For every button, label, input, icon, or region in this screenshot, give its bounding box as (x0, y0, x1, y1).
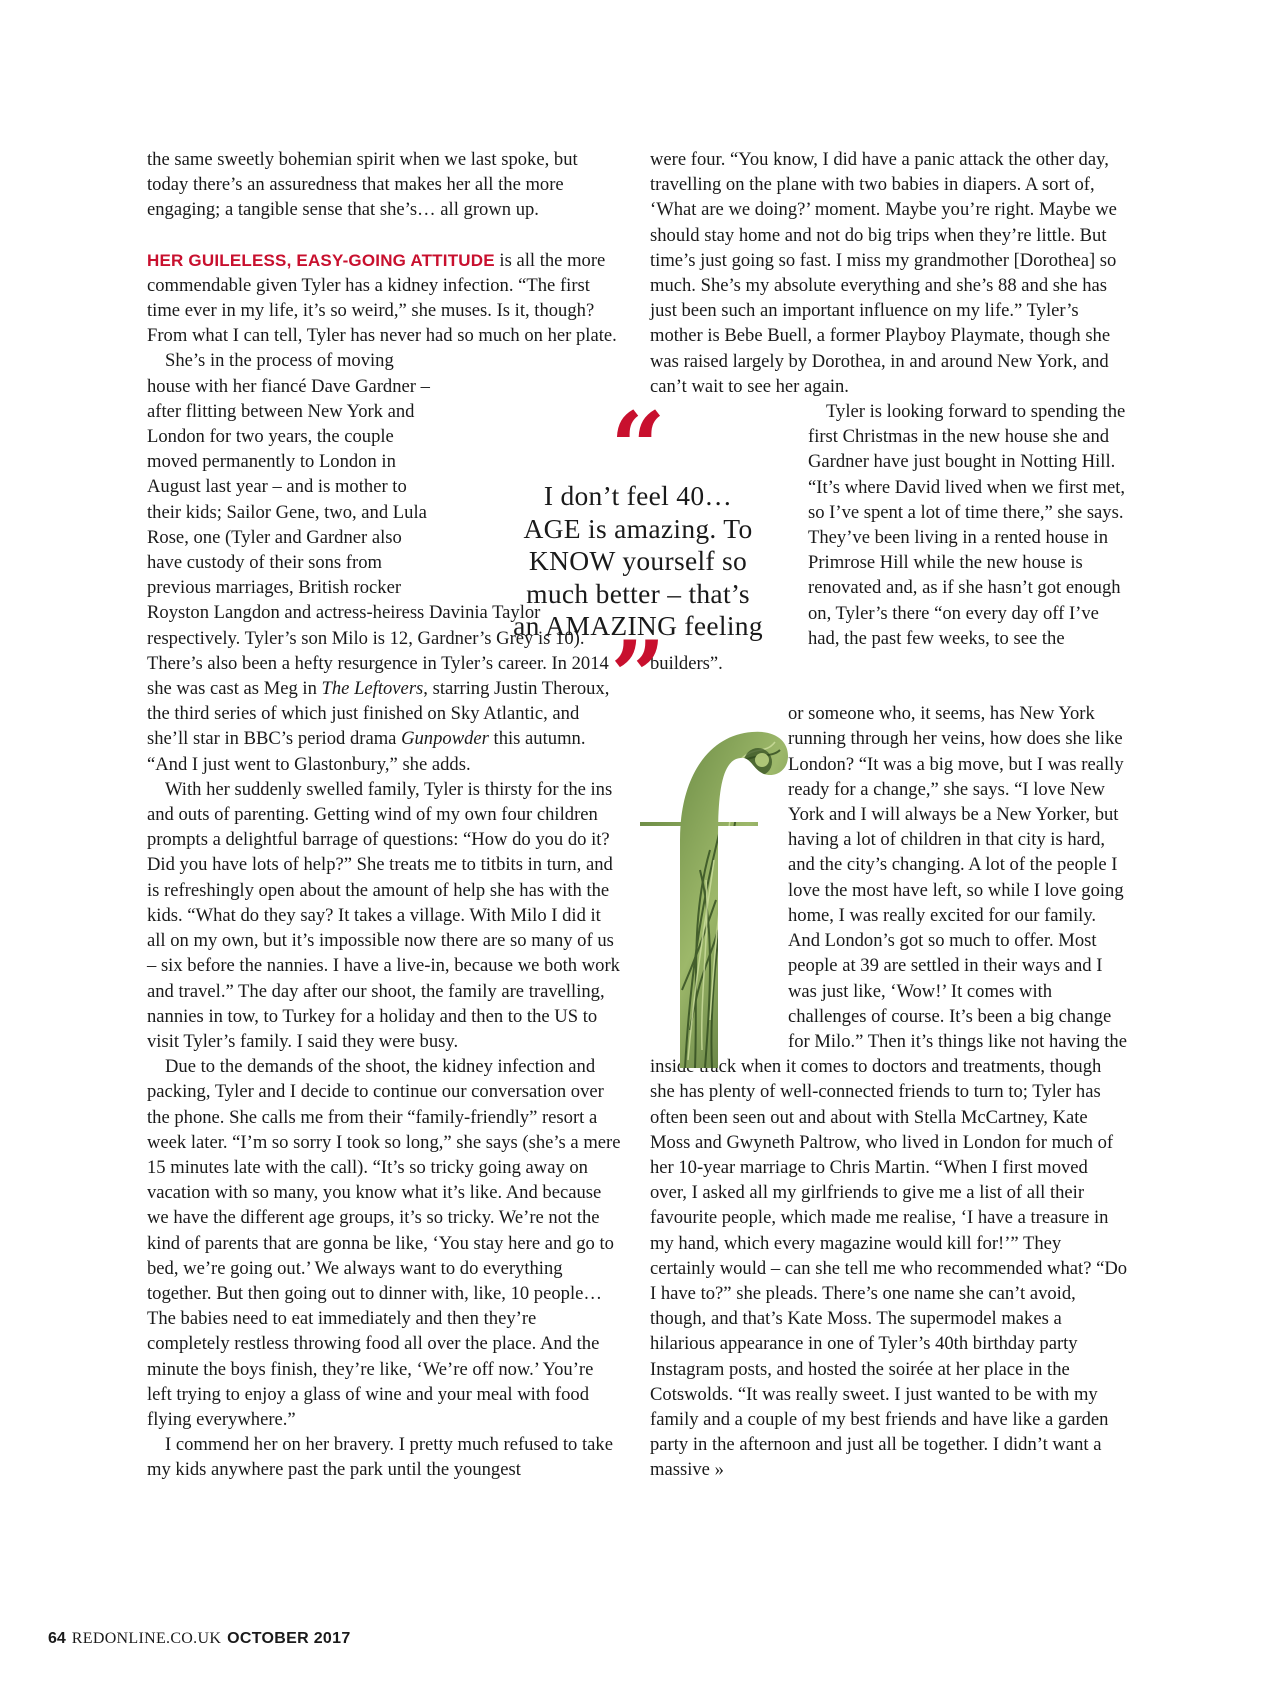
pull-quote-text (488, 480, 788, 643)
paragraph: Due to the demands of the shoot, the kidney infection and packing, Tyler and I decide to continue our conversation over the phone. She calls me from their “family-friendly” resort a week later. “I’m so sorry I took so long,” she says (she’s a mere 15 minutes late with the call). “It’s so tricky going away on vacation with so many, you know what it’s like. And because we have the different age groups, it’s so tricky. We’re not the kind of parents that are gonna be like, ‘You stay here and go to bed, we’re going out.’ We always want to do everything together. But then going out to dinner with, like, 10 people… The babies need to eat immediately and then they’re completely restless throwing food all over the place. And the minute the boys finish, they’re like, ‘We’re off now.’ You’re left trying to enjoy a glass of wine and your meal with food flying everywhere.” (147, 1056, 621, 1430)
continue-arrow-icon: » (714, 1459, 724, 1481)
pull-quote-line: much better – that’s (526, 577, 750, 609)
pull-quote (488, 391, 788, 733)
show-title: The Leftovers (321, 678, 424, 700)
show-title: Gunpowder (401, 728, 489, 750)
dropcap-f-image (640, 730, 790, 1068)
pull-quote-line: I don’t feel 40… (543, 480, 733, 511)
paragraph (147, 248, 622, 349)
pull-quote-line: AGE is amazing. To (523, 512, 753, 544)
open-quote-mark: “ (610, 391, 666, 504)
paragraph: the same sweetly bohemian spirit when we last spoke, but today there’s an assuredness that makes her all the more engaging; a tangible sense that she’s… all grown up. (147, 149, 578, 221)
paragraph-text: or someone who, it seems, has New York running through her veins, how does she like London? “It was a big move, but I was really ready for a change,” she says. “I love New York and I will always be a New Yorker, but having a lot of children in that city is hard, and the city’s changing. A lot of the people I love the most have left, so while I love going home, I was really excited for our family. And London’s got so much to offer. Most people at 39 are settled in their ways and I was just like, ‘Wow!’ It comes with challenges of course. It’s been a big change for Milo.” Then it’s things like not having the inside track when it comes to doctors and treatments, though she has plenty of well-connected friends to turn to; Tyler has often been seen out and about with Stella McCartney, Kate Moss and Gwyneth Paltrow, who lived in London for much of her 10-year marriage to Chris Martin. “When I first moved over, I asked all my girlfriends to give me a list of all their favourite people, which made me realise, ‘I have a treasure in my hand, which every magazine would kill for!’” They certainly would – can she tell me who recommended what? “Do I have to?” she pleads. There’s one name she can’t avoid, though, and that’s Kate Moss. The supermodel makes a hilarious appearance in one of Tyler’s 40th birthday party Instagram posts, and hosted the soirée at her place in the Cotswolds. “It was really sweet. I just wanted to be with my family and a couple of my best friends and have like a garden party in the afternoon and just all be together. I didn’t want a massive (650, 703, 1128, 1481)
paragraph-text: this autumn. “And I just went to Glastonbury,” she adds. (147, 728, 586, 775)
paragraph-text: She’s in the process of moving house with her fiancé Dave Gardner – after flitting between New York and London for two years, the couple moved permanently to London in August last year – and is mother to their kids; Sailor Gene, two, and Lula Rose, one (Tyler and Gardner also have custody of their sons from previous marriages, British rocker Royston Langdon and actress-heiress Davinia Taylor respectively. Tyler’s son Milo is 12, Gardner’s Grey is 10). There’s also been a hefty resurgence in Tyler’s career. In 2014 she was cast as Meg in (147, 350, 609, 700)
left-column (147, 147, 622, 1483)
paragraph-text: Tyler is looking forward to spending the first Christmas in the new house she and Gardner have just bought in Notting Hill. “It’s where David lived when we first met, so I’ve spent a lot of time there,” she says. They’ve been living in a rented house in Primrose Hill while the new house is renovated and, as if she hasn’t got enough on, Tyler’s there “on every day off I’ve had, the past few weeks, to see the builders”. (650, 401, 1126, 675)
paragraph: were four. “You know, I did have a panic attack the other day, travelling on the plane with two babies in diapers. A sort of, ‘What are we doing?’ moment. Maybe you’re right. Maybe we should stay home and not do big trips when they’re little. But time’s just going so fast. I miss my grandmother [Dorothea] so much. She’s my absolute everything and she’s 88 and she has just been such an important influence on my life.” Tyler’s mother is Bebe Buell, a former Playboy Playmate, though she was raised largely by Dorothea, in and around New York, and can’t wait to see her again. (650, 149, 1117, 397)
page-number: 64 (48, 1630, 66, 1647)
page-footer (48, 1629, 351, 1649)
close-quote-mark: ” (610, 619, 666, 733)
paragraph: With her suddenly swelled family, Tyler is thirsty for the ins and outs of parenting. Getting wind of my own four children prompts a delightful barrage of questions: “How do you do it? Did you have lots of help?” She treats me to titbits in turn, and is refreshingly open about the amount of help she has with the kids. “What do they say? It takes a village. With Milo I did it all on my own, but it’s impossible now there are so many of us – six before the nannies. I have a live-in, because we both work and travel.” The day after our shoot, the family are travelling, nannies in tow, to Turkey for a holiday and then to the US to visit Tyler’s family. I said they were busy. (147, 778, 620, 1052)
foliage-letter-icon (640, 730, 790, 1068)
website: REDONLINE.CO.UK (71, 1630, 222, 1647)
pull-quote-line: an AMAZING feeling (513, 610, 763, 641)
pull-quote-line: KNOW yourself so (528, 545, 748, 576)
paragraph-text: is all the more commendable given Tyler has a kidney infection. “The first time ever in my life, it’s so weird,” she muses. Is it, though? From what I can tell, Tyler has never had so much on her plate. (147, 249, 617, 347)
paragraph-text: , starring Justin Theroux, the third series of which just finished on Sky Atlantic, and she’ll star in BBC’s period drama (147, 678, 610, 750)
lead-in: HER GUILELESS, EASY-GOING ATTITUDE (147, 250, 495, 270)
issue-date: OCTOBER 2017 (227, 1630, 351, 1647)
paragraph: I commend her on her bravery. I pretty much refused to take my kids anywhere past the park until the youngest (147, 1434, 613, 1481)
paragraph-gap (147, 223, 622, 248)
